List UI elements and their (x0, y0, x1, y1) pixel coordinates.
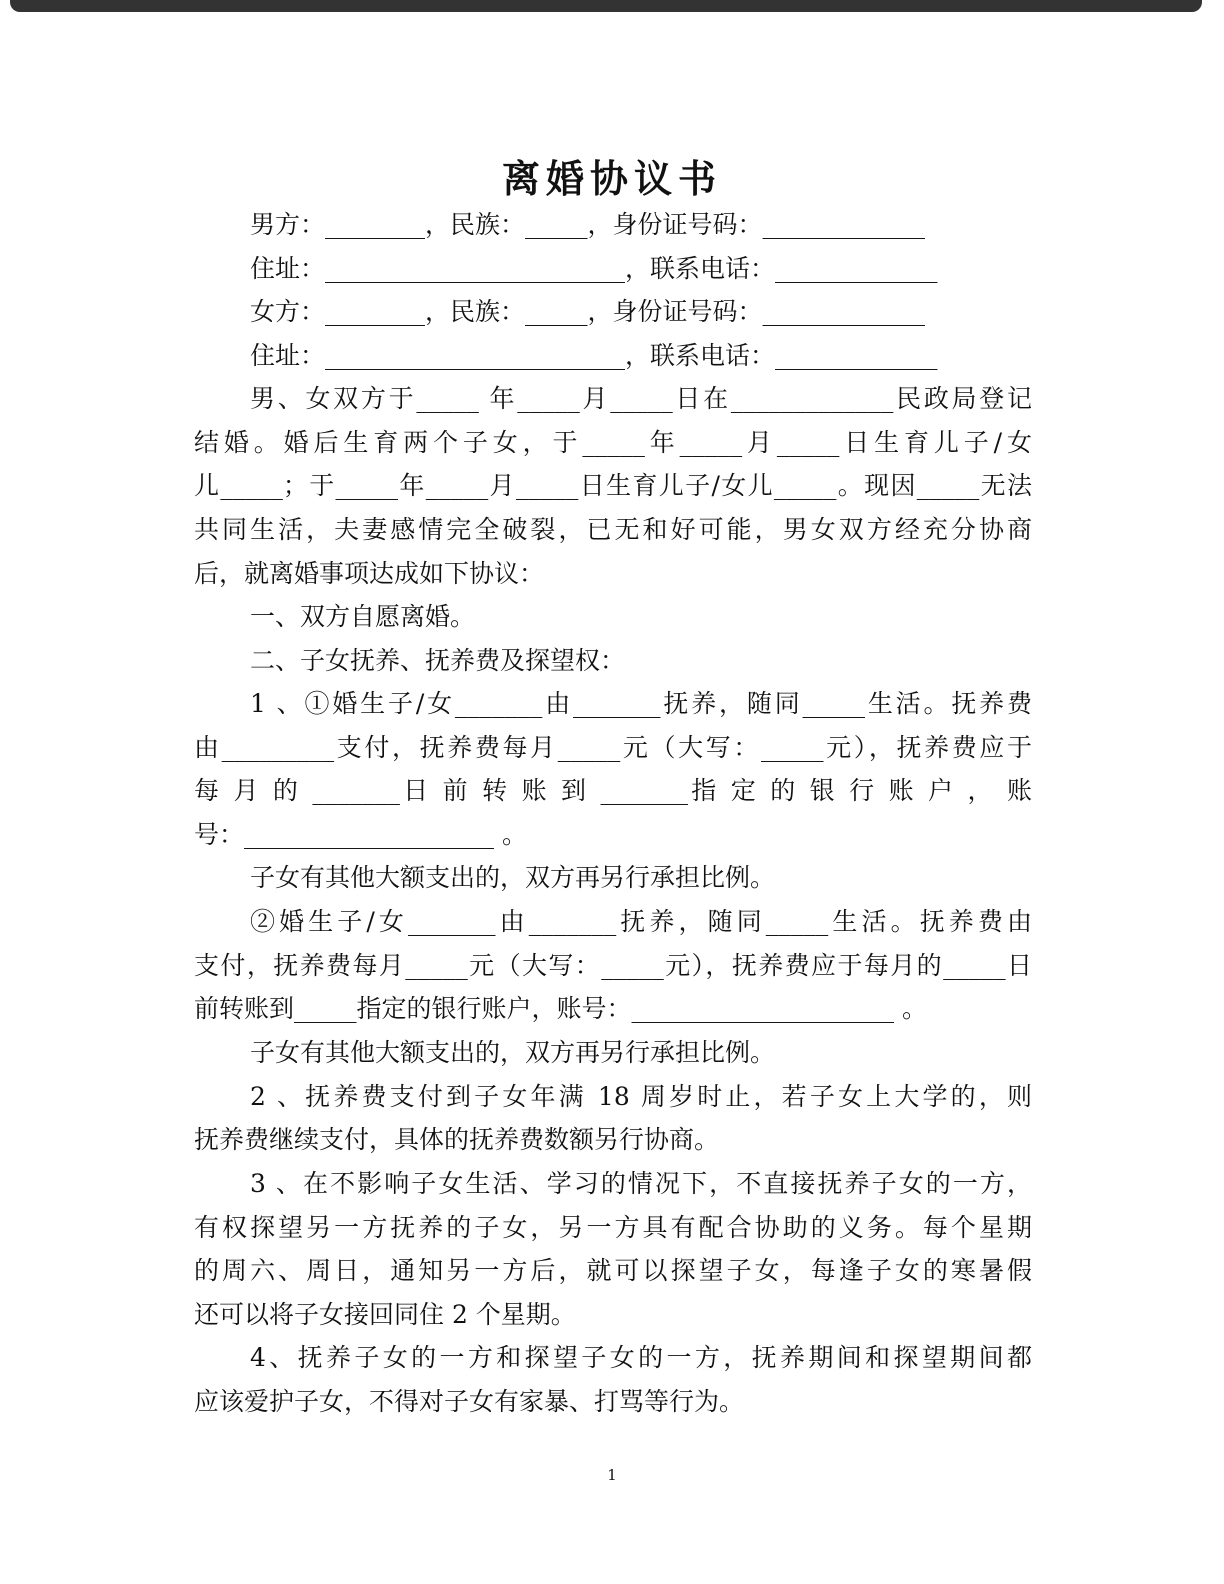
para-marriage-line: 男、女双方于_____ 年_____月_____日在_____________民政局登记 (250, 384, 1032, 413)
clause-2-1-line: 由_________支付，抚养费每月_____元（大写：_____元），抚养费应于 (194, 733, 1032, 762)
para-marriage-line: 共同生活，夫妻感情完全破裂，已无和好可能，男女双方经充分协商 (194, 515, 1032, 544)
line-female-address: 住址：________________________，联系电话：_____________ (250, 341, 938, 370)
clause-2-2-account: 前转账到_____指定的银行账户，账号：_____________________ 。 (194, 994, 927, 1023)
line-female-info: 女方：________，民族：_____，身份证号码：_____________ (250, 297, 926, 326)
para-marriage-line: 后，就离婚事项达成如下协议： (194, 559, 545, 588)
clause-2-1-line: 每 月 的 _______日 前 转 账 到 _______指 定 的 银 行 账 户 ， 账 (194, 776, 1032, 805)
clause-2-item3-line: 有权探望另一方抚养的子女，另一方具有配合协助的义务。每个星期 (194, 1213, 1032, 1242)
clause-2-1-account: 号：____________________ 。 (194, 820, 527, 849)
document-title: 离婚协议书 (501, 156, 722, 201)
top-frame-bar (10, 0, 1202, 12)
page-number: 1 (607, 1466, 617, 1484)
clause-2-item2-line: 抚养费继续支付，具体的抚养费数额另行协商。 (194, 1125, 720, 1154)
clause-2-item2-line: 2 、抚养费支付到子女年满 18 周岁时止，若子女上大学的，则 (250, 1082, 1032, 1111)
clause-two-heading: 二、子女抚养、抚养费及探望权： (250, 646, 626, 675)
line-male-info: 男方：________，民族：_____，身份证号码：_____________ (250, 210, 926, 239)
clause-2-1-line: 1 、①婚生子/女_______由_______抚养，随同_____生活。抚养费 (250, 689, 1032, 718)
clause-2-item3-line: 还可以将子女接回同住 2 个星期。 (194, 1300, 576, 1329)
clause-one: 一、双方自愿离婚。 (250, 602, 476, 631)
clause-2-item4-line: 应该爱护子女，不得对子女有家暴、打骂等行为。 (194, 1387, 745, 1416)
clause-2-2-note: 子女有其他大额支出的，双方再另行承担比例。 (250, 1038, 776, 1067)
clause-2-item4-line: 4、抚养子女的一方和探望子女的一方，抚养期间和探望期间都 (250, 1343, 1032, 1372)
clause-2-1-note: 子女有其他大额支出的，双方再另行承担比例。 (250, 863, 776, 892)
para-marriage-line: 结婚。婚后生育两个子女，于_____年_____月_____日生育儿子/女 (194, 428, 1032, 457)
clause-2-2-line: ②婚生子/女_______由_______抚养，随同_____生活。抚养费由 (250, 907, 1032, 936)
para-marriage-line: 儿_____；于_____年_____月_____日生育儿子/女儿_____。现因_____无法 (194, 471, 1032, 500)
clause-2-2-line: 支付，抚养费每月_____元（大写：_____元），抚养费应于每月的_____日 (194, 951, 1032, 980)
line-male-address: 住址：________________________，联系电话：_____________ (250, 254, 938, 283)
clause-2-item3-line: 的周六、周日，通知另一方后，就可以探望子女，每逢子女的寒暑假 (194, 1256, 1032, 1285)
clause-2-item3-line: 3 、在不影响子女生活、学习的情况下，不直接抚养子女的一方， (250, 1169, 1032, 1198)
